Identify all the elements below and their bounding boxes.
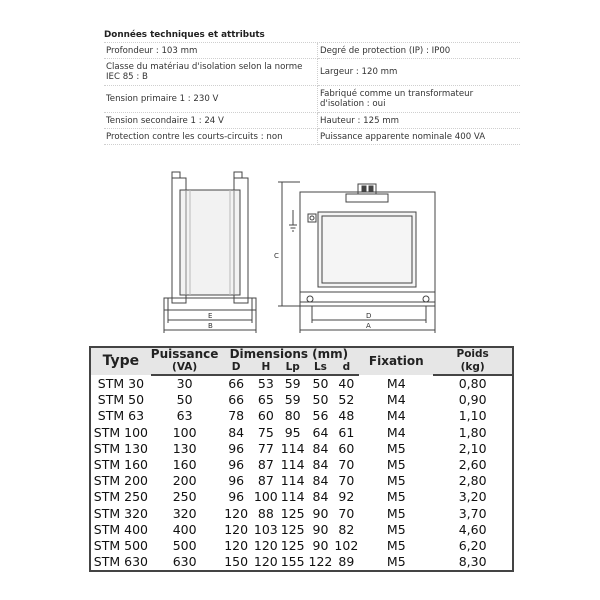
header-kg: (kg) xyxy=(433,361,513,375)
table-row xyxy=(90,522,513,538)
spec-short-circuit: Protection contre les courts-circuits : non xyxy=(104,129,318,145)
cell-ls: 84 xyxy=(312,440,329,456)
cell-type: STM 500 xyxy=(93,537,148,553)
cell-ls: 84 xyxy=(312,473,329,489)
header-va: (VA) xyxy=(151,361,219,375)
cell-h: 100 xyxy=(253,489,278,505)
cell-ls: 122 xyxy=(308,554,333,570)
cell-type: STM 30 xyxy=(97,375,145,391)
table-row xyxy=(90,392,513,408)
cell-d-upper: 120 xyxy=(224,505,249,521)
header-h: H xyxy=(254,361,278,375)
table-row xyxy=(90,489,513,505)
cell-h: 87 xyxy=(257,473,274,489)
cell-lp: 114 xyxy=(280,473,305,489)
cell-ls: 90 xyxy=(312,521,329,537)
cell-type: STM 100 xyxy=(93,424,148,440)
header-dimensions: Dimensions (mm) xyxy=(229,347,349,361)
cell-d-lower: 102 xyxy=(334,537,359,553)
cell-fixation: M5 xyxy=(386,505,406,521)
cell-ls: 90 xyxy=(312,537,329,553)
cell-type: STM 320 xyxy=(93,505,148,521)
technical-specs xyxy=(104,30,520,145)
cell-h: 60 xyxy=(257,408,274,424)
cell-d-upper: 66 xyxy=(228,376,245,392)
cell-type: STM 130 xyxy=(93,440,148,456)
cell-fixation: M5 xyxy=(386,457,406,473)
cell-d-lower: 52 xyxy=(338,392,355,408)
dim-label-b: B xyxy=(208,322,213,330)
cell-d-upper: 96 xyxy=(228,489,245,505)
cell-weight: 0,90 xyxy=(458,392,487,408)
cell-type: STM 160 xyxy=(93,457,148,473)
specs-title: Données techniques et attributs xyxy=(104,30,265,40)
table-row xyxy=(90,473,513,489)
cell-d-lower: 82 xyxy=(338,521,355,537)
table-row xyxy=(90,506,513,522)
header-puissance: Puissance xyxy=(150,347,219,361)
cell-type: STM 50 xyxy=(97,392,145,408)
dim-label-d: D xyxy=(366,312,372,320)
cell-power: 63 xyxy=(176,408,193,424)
cell-type: STM 200 xyxy=(93,473,148,489)
cell-fixation: M4 xyxy=(386,424,406,440)
table-row xyxy=(90,408,513,424)
cell-weight: 1,10 xyxy=(458,408,487,424)
dim-label-e: E xyxy=(208,312,213,320)
cell-ls: 50 xyxy=(312,392,329,408)
spec-secondary-voltage: Tension secondaire 1 : 24 V xyxy=(104,113,318,129)
cell-power: 250 xyxy=(172,489,197,505)
cell-ls: 64 xyxy=(312,424,329,440)
cell-d-upper: 84 xyxy=(228,424,245,440)
cell-d-upper: 120 xyxy=(224,537,249,553)
cell-d-upper: 96 xyxy=(228,473,245,489)
cell-ls: 84 xyxy=(312,457,329,473)
spec-primary-voltage: Tension primaire 1 : 230 V xyxy=(104,86,318,113)
cell-h: 120 xyxy=(253,554,278,570)
dim-label-c: C xyxy=(274,252,279,260)
cell-d-upper: 78 xyxy=(228,408,245,424)
cell-weight: 8,30 xyxy=(458,554,487,570)
spec-isolation-transformer: Fabriqué comme un transformateur d'isolation : oui xyxy=(318,86,520,113)
cell-fixation: M5 xyxy=(386,554,406,570)
table-row xyxy=(90,425,513,441)
transformer-drawing xyxy=(150,170,450,340)
spec-ip-rating: Degré de protection (IP) : IP00 xyxy=(318,43,520,59)
cell-d-lower: 92 xyxy=(338,489,355,505)
cell-fixation: M5 xyxy=(386,489,406,505)
cell-weight: 2,10 xyxy=(458,440,487,456)
cell-d-lower: 70 xyxy=(338,473,355,489)
cell-d-upper: 96 xyxy=(228,457,245,473)
cell-fixation: M5 xyxy=(386,473,406,489)
cell-fixation: M4 xyxy=(386,392,406,408)
cell-lp: 80 xyxy=(284,408,301,424)
table-row xyxy=(90,441,513,457)
cell-weight: 3,20 xyxy=(458,489,487,505)
cell-power: 30 xyxy=(176,376,193,392)
cell-power: 320 xyxy=(172,505,197,521)
cell-power: 630 xyxy=(172,554,197,570)
cell-ls: 50 xyxy=(312,376,329,392)
cell-d-lower: 48 xyxy=(338,408,355,424)
spec-insulation-class: Classe du matériau d'isolation selon la norme IEC 85 : B xyxy=(104,59,318,86)
table-row xyxy=(90,538,513,554)
cell-weight: 2,80 xyxy=(458,473,487,489)
cell-weight: 0,80 xyxy=(458,376,487,392)
cell-type: STM 250 xyxy=(93,489,148,505)
cell-lp: 114 xyxy=(280,440,305,456)
spec-width: Largeur : 120 mm xyxy=(318,59,520,86)
table-header xyxy=(90,347,513,375)
side-view xyxy=(164,172,256,333)
header-d-lower: d xyxy=(333,361,359,375)
cell-power: 130 xyxy=(172,440,197,456)
header-poids: Poids xyxy=(456,348,489,360)
cell-lp: 114 xyxy=(280,457,305,473)
cell-lp: 59 xyxy=(284,392,301,408)
cell-lp: 125 xyxy=(280,537,305,553)
cell-type: STM 400 xyxy=(93,521,148,537)
specs-grid xyxy=(104,42,520,145)
cell-d-lower: 89 xyxy=(338,554,355,570)
cell-d-lower: 61 xyxy=(338,424,355,440)
table-row xyxy=(90,457,513,473)
cell-fixation: M5 xyxy=(386,537,406,553)
cell-h: 53 xyxy=(257,376,274,392)
cell-power: 400 xyxy=(172,521,197,537)
table-row xyxy=(90,375,513,392)
cell-h: 103 xyxy=(253,521,278,537)
dim-label-a: A xyxy=(366,322,371,330)
dimensions-table xyxy=(89,346,514,572)
cell-weight: 1,80 xyxy=(458,424,487,440)
cell-fixation: M4 xyxy=(386,408,406,424)
header-ls: Ls xyxy=(308,361,334,375)
table-body xyxy=(90,375,513,571)
cell-weight: 2,60 xyxy=(458,457,487,473)
cell-type: STM 63 xyxy=(97,408,145,424)
spec-depth: Profondeur : 103 mm xyxy=(104,43,318,59)
cell-d-upper: 120 xyxy=(224,521,249,537)
header-lp: Lp xyxy=(278,361,308,375)
cell-lp: 125 xyxy=(280,521,305,537)
cell-fixation: M5 xyxy=(386,521,406,537)
cell-fixation: M5 xyxy=(386,440,406,456)
header-d-upper: D xyxy=(218,361,253,375)
cell-lp: 125 xyxy=(280,505,305,521)
cell-h: 77 xyxy=(257,440,274,456)
cell-h: 75 xyxy=(257,424,274,440)
cell-weight: 4,60 xyxy=(458,521,487,537)
cell-lp: 114 xyxy=(280,489,305,505)
header-fixation: Fixation xyxy=(368,354,424,368)
cell-d-lower: 40 xyxy=(338,376,355,392)
cell-h: 120 xyxy=(253,537,278,553)
cell-d-upper: 66 xyxy=(228,392,245,408)
cell-d-upper: 150 xyxy=(224,554,249,570)
cell-lp: 59 xyxy=(284,376,301,392)
spec-apparent-power: Puissance apparente nominale 400 VA xyxy=(318,129,520,145)
spec-height: Hauteur : 125 mm xyxy=(318,113,520,129)
cell-type: STM 630 xyxy=(93,554,148,570)
cell-power: 100 xyxy=(172,424,197,440)
cell-d-upper: 96 xyxy=(228,440,245,456)
cell-fixation: M4 xyxy=(386,375,406,391)
table-row xyxy=(90,554,513,571)
header-type: Type xyxy=(102,353,140,369)
cell-d-lower: 60 xyxy=(338,440,355,456)
cell-d-lower: 70 xyxy=(338,505,355,521)
cell-ls: 90 xyxy=(312,505,329,521)
cell-ls: 56 xyxy=(312,408,329,424)
cell-lp: 155 xyxy=(280,554,305,570)
cell-ls: 84 xyxy=(312,489,329,505)
cell-power: 50 xyxy=(176,392,193,408)
cell-lp: 95 xyxy=(284,424,301,440)
front-view xyxy=(278,182,435,333)
cell-d-lower: 70 xyxy=(338,457,355,473)
cell-power: 160 xyxy=(172,457,197,473)
cell-power: 200 xyxy=(172,473,197,489)
cell-weight: 3,70 xyxy=(458,505,487,521)
cell-power: 500 xyxy=(172,537,197,553)
cell-h: 65 xyxy=(257,392,274,408)
cell-weight: 6,20 xyxy=(458,537,487,553)
cell-h: 87 xyxy=(257,457,274,473)
cell-h: 88 xyxy=(257,505,274,521)
